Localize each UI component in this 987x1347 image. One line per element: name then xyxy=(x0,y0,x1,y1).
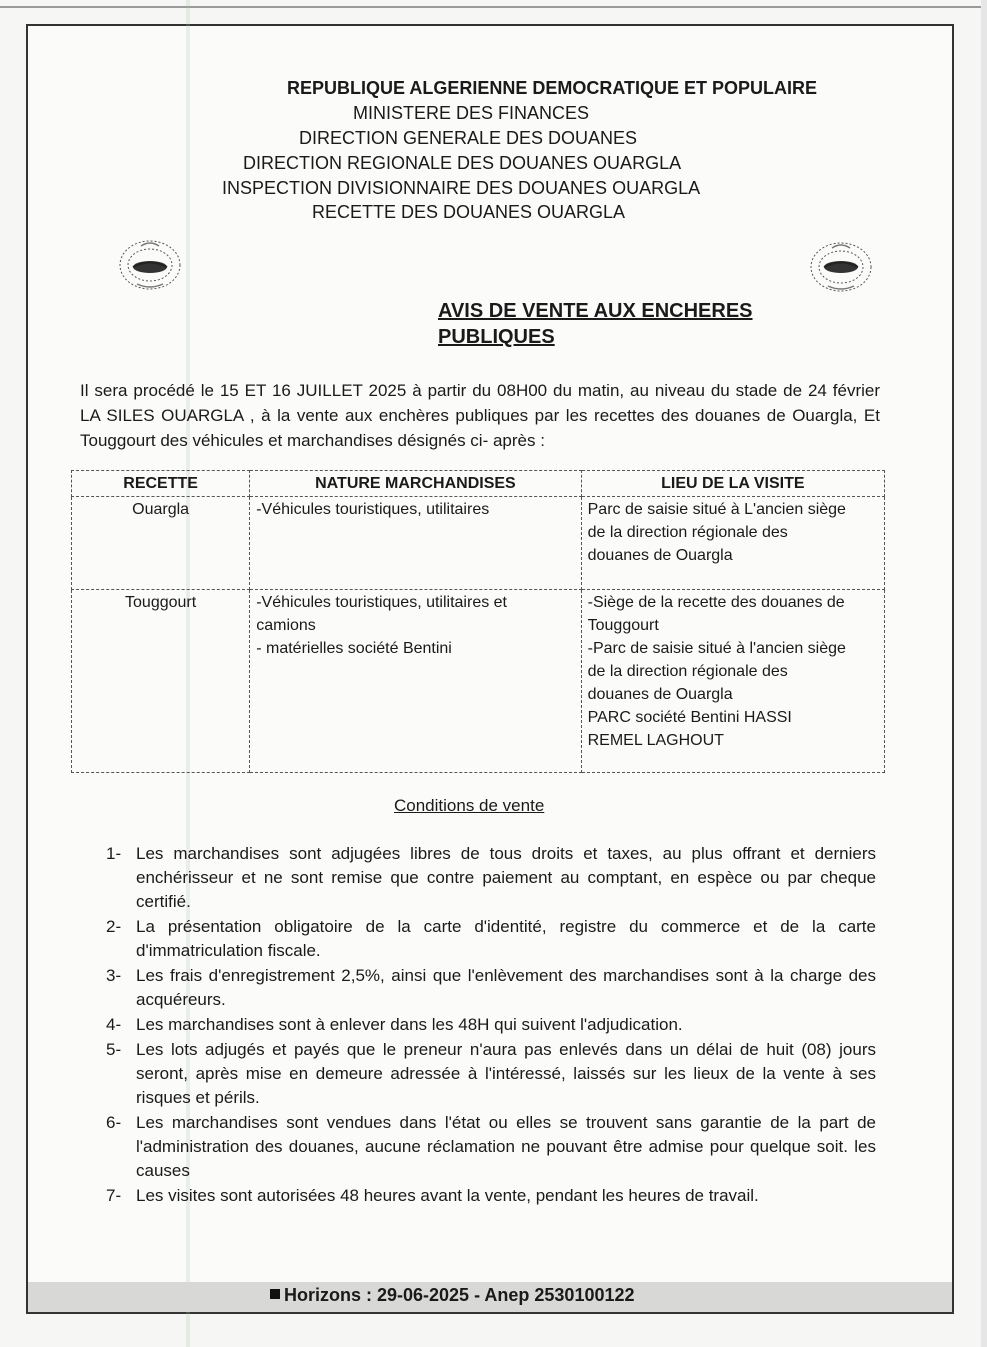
condition-text: La présentation obligatoire de la carte d'identité, registre du commerce et de la carte d'immatriculation fiscale. xyxy=(136,917,876,960)
publication-reference: Horizons : 29-06-2025 - Anep 2530100122 xyxy=(284,1285,635,1305)
header-line-republic xyxy=(287,76,817,100)
header-line-inspection: INSPECTION DIVISIONNAIRE DES DOUANES OUARGLA xyxy=(222,178,701,198)
cell-recette: Touggourt xyxy=(72,590,250,773)
cell-lieu xyxy=(581,590,884,773)
square-bullet-icon xyxy=(270,1289,280,1299)
lots-table xyxy=(71,470,885,773)
condition-number: 5- xyxy=(106,1040,122,1059)
notice-title-line1: AVIS DE VENTE AUX ENCHERES xyxy=(438,300,753,322)
condition-number: 3- xyxy=(106,966,122,985)
condition-item xyxy=(106,1111,876,1184)
col-header-nature: NATURE MARCHANDISES xyxy=(250,471,581,497)
lieu-line: douanes de Ouargla xyxy=(587,547,733,564)
nature-line: -Véhicules touristiques, utilitaires et xyxy=(256,594,507,611)
header-line-ministry: MINISTERE DES FINANCES xyxy=(353,103,590,123)
cell-nature xyxy=(250,590,581,773)
col-header-recette: RECETTE xyxy=(72,471,250,497)
condition-number: 7- xyxy=(106,1186,122,1205)
conditions-title: Conditions de vente xyxy=(394,796,545,815)
lieu-line: PARC société Bentini HASSI xyxy=(587,709,792,726)
condition-item xyxy=(106,842,876,915)
condition-number: 1- xyxy=(106,844,122,863)
condition-text: Les marchandises sont vendues dans l'état ou elles se trouvent sans garantie de la part de l'administration des douanes, aucune réclamation ne pouvant être admise pour quelque soit. les causes xyxy=(136,1113,876,1180)
nature-line: -Véhicules touristiques, utilitaires xyxy=(256,501,490,518)
condition-item xyxy=(106,1038,876,1111)
lieu-line: de la direction régionale des xyxy=(587,663,788,680)
condition-item xyxy=(106,1184,876,1209)
condition-number: 6- xyxy=(106,1113,122,1132)
nature-line: - matérielles société Bentini xyxy=(256,640,452,657)
condition-text: Les marchandises sont adjugées libres de tous droits et taxes, au plus offrant et derniers enchérisseur et ne sont remise que contre paiement au comptant, en espèce ou par cheque certifié. xyxy=(136,844,876,911)
scan-edge xyxy=(981,0,987,1347)
condition-item xyxy=(106,964,876,1013)
header-line-regional: DIRECTION REGIONALE DES DOUANES OUARGLA xyxy=(243,153,682,173)
lieu-line: Touggourt xyxy=(587,617,659,634)
lieu-line: Parc de saisie situé à L'ancien siège xyxy=(587,501,846,518)
cell-recette: Ouargla xyxy=(72,497,250,590)
lieu-line: -Siège de la recette des douanes de xyxy=(587,594,845,611)
header-republique-rest: ALGERIENNE DEMOCRATIQUE ET POPULAIRE xyxy=(409,78,818,98)
lieu-line: de la direction régionale des xyxy=(587,524,788,541)
table-row xyxy=(72,590,885,773)
customs-seal-icon xyxy=(115,234,185,296)
condition-text: Les frais d'enregistrement 2,5%, ainsi que l'enlèvement des marchandises sont à la charge des acquéreurs. xyxy=(136,966,876,1009)
lieu-line: REMEL LAGHOUT xyxy=(587,732,724,749)
header-line-dgd: DIRECTION GENERALE DES DOUANES xyxy=(299,128,638,148)
condition-number: 2- xyxy=(106,917,122,936)
cell-lieu xyxy=(581,497,884,590)
col-header-lieu: LIEU DE LA VISITE xyxy=(581,471,884,497)
publication-footer xyxy=(270,1285,635,1306)
condition-text: Les marchandises sont à enlever dans les 48H qui suivent l'adjudication. xyxy=(136,1015,683,1034)
condition-item xyxy=(106,1013,876,1038)
header-republique: REPUBLIQUE xyxy=(287,78,406,98)
top-rule xyxy=(0,6,987,8)
condition-item xyxy=(106,915,876,964)
notice-title xyxy=(438,298,798,350)
nature-line: camions xyxy=(256,617,316,634)
customs-seal-icon xyxy=(806,236,876,298)
condition-text: Les lots adjugés et payés que le preneur n'aura pas enlevés dans un délai de huit (08) jours seront, après mise en demeure adressée à l'intéressé, laissés sur les lieux de la vente à ses risques et périls. xyxy=(136,1040,876,1107)
header-line-recette: RECETTE DES DOUANES OUARGLA xyxy=(312,202,626,222)
condition-text: Les visites sont autorisées 48 heures avant la vente, pendant les heures de travail. xyxy=(136,1186,759,1205)
intro-paragraph: Il sera procédé le 15 ET 16 JUILLET 2025 à partir du 08H00 du matin, au niveau du stade de 24 février LA SILES OUARGLA , à la vente aux enchères publiques par les recettes des douanes de Ouargla, Et Touggourt des véhicules et marchandises désignés ci- après : xyxy=(80,381,880,450)
conditions-list xyxy=(106,842,876,1209)
lieu-line: -Parc de saisie situé à l'ancien siège xyxy=(587,640,846,657)
table-header-row xyxy=(72,471,885,497)
cell-nature xyxy=(250,497,581,590)
notice-title-line2: PUBLIQUES xyxy=(438,326,555,348)
table-row xyxy=(72,497,885,590)
lieu-line: douanes de Ouargla xyxy=(587,686,733,703)
condition-number: 4- xyxy=(106,1015,122,1034)
